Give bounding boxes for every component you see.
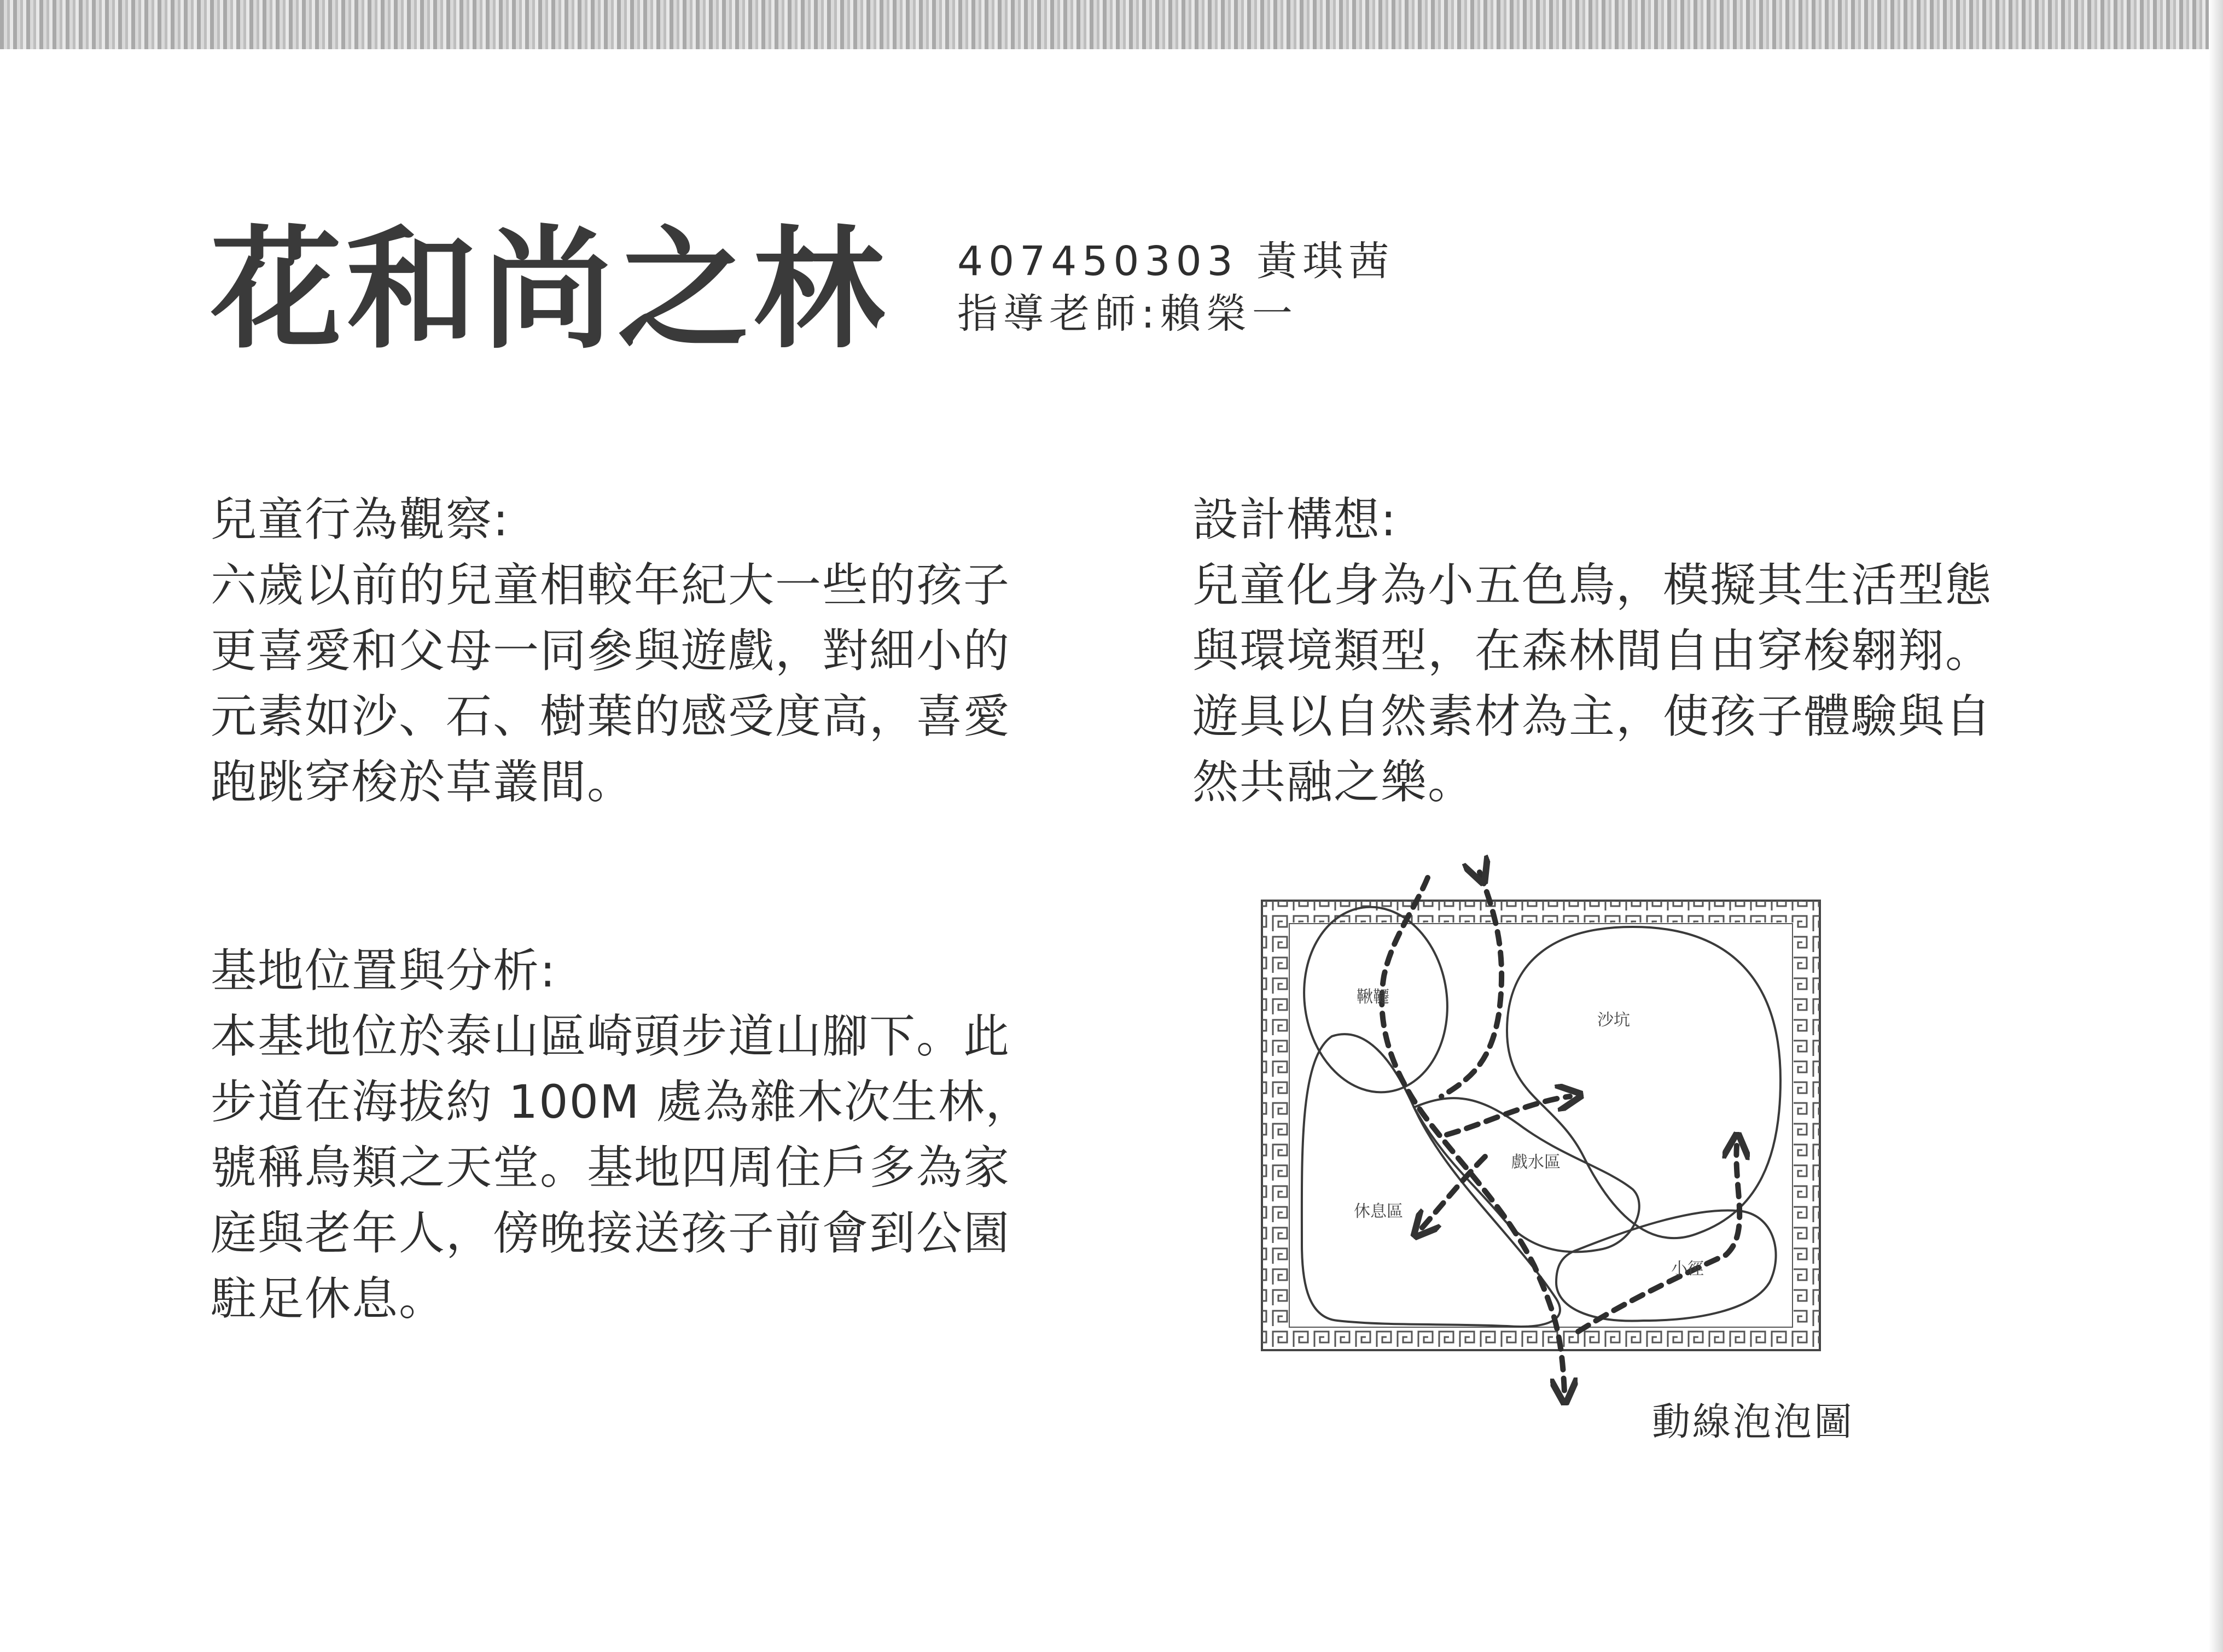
author-block xyxy=(957,235,1394,340)
concept-line: 遊具以自然素材為主，使孩子體驗與自 xyxy=(1192,690,1993,743)
observation-line: 元素如沙、石、樹葉的感受度高，喜愛 xyxy=(211,690,1011,743)
concept-heading: 設計構想: xyxy=(1192,493,1398,546)
site-analysis-section xyxy=(211,938,1032,1332)
rest-area-label: 休息區 xyxy=(1354,1202,1403,1221)
trail-label: 小徑 xyxy=(1671,1259,1704,1279)
advisor-line: 指導老師:賴榮一 xyxy=(957,290,1298,337)
sandpit-label: 沙坑 xyxy=(1597,1011,1630,1030)
water-play-label: 戲水區 xyxy=(1511,1153,1561,1172)
site-heading: 基地位置與分析: xyxy=(211,944,557,997)
site-line: 號稱鳥類之天堂。基地四周住戶多為家 xyxy=(211,1141,1011,1194)
circulation-bubble-diagram xyxy=(1250,850,1884,1441)
scan-border-top xyxy=(0,0,2223,49)
site-line: 駐足休息。 xyxy=(211,1272,446,1326)
site-line: 步道在海拔約 100M 處為雜木次生林， xyxy=(211,1075,1033,1129)
observation-line: 跑跳穿梭於草叢間。 xyxy=(211,755,635,809)
site-line: 本基地位於泰山區崎頭步道山腳下。此 xyxy=(211,1009,1011,1063)
swing-label: 鞦韆 xyxy=(1357,988,1389,1007)
observation-line: 更喜愛和父母一同參與遊戲，對細小的 xyxy=(211,624,1011,678)
concept-section xyxy=(1192,487,1992,815)
scan-border-right xyxy=(2209,0,2223,1652)
concept-line: 與環境類型，在森林間自由穿梭翱翔。 xyxy=(1192,624,1993,678)
page-title: 花和尚之林 xyxy=(211,213,889,366)
observation-section xyxy=(211,487,1010,815)
student-id-name: 407450303 黃琪茜 xyxy=(957,238,1395,285)
observation-line: 六歲以前的兒童相較年紀大一些的孩子 xyxy=(211,558,1011,612)
concept-line: 兒童化身為小五色鳥，模擬其生活型態 xyxy=(1192,558,1993,612)
site-line: 庭與老年人，傍晚接送孩子前會到公園 xyxy=(211,1206,1011,1260)
concept-line: 然共融之樂。 xyxy=(1192,755,1475,809)
observation-heading: 兒童行為觀察: xyxy=(211,493,510,546)
diagram-caption: 動線泡泡圖 xyxy=(1652,1399,1854,1444)
